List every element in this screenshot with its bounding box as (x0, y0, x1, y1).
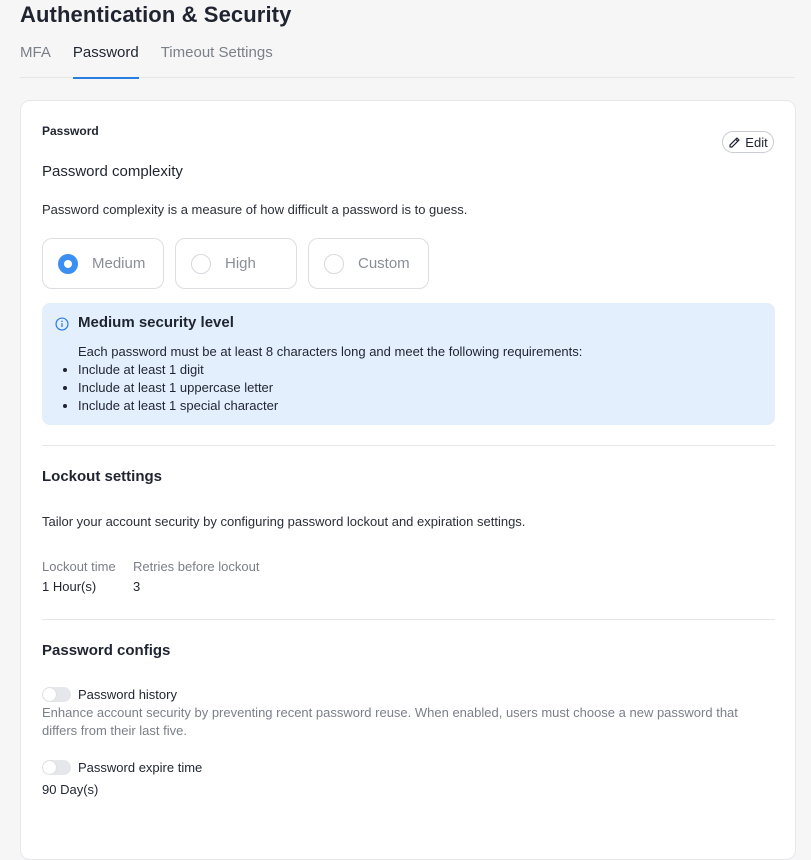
password-card (20, 100, 796, 860)
radio-label: Custom (358, 255, 410, 272)
retries-value: 3 (133, 579, 141, 594)
password-expire-value: 90 Day(s) (42, 782, 99, 797)
radio-unchecked-icon (324, 254, 344, 274)
lockout-time-value: 1 Hour(s) (42, 579, 97, 594)
radio-unchecked-icon (191, 254, 211, 274)
edit-label: Edit (745, 134, 768, 150)
lockout-time-label: Lockout time (42, 559, 116, 574)
radio-option-medium[interactable] (42, 238, 164, 289)
password-history-description: Enhance account security by preventing recent password reuse. When enabled, users must choose a new password that differs from their last five. (42, 705, 738, 738)
pencil-icon (728, 136, 741, 149)
radio-option-custom[interactable] (308, 238, 429, 289)
section-label: Password (42, 124, 99, 138)
complexity-description: Password complexity is a measure of how difficult a password is to guess. (42, 202, 468, 217)
password-history-toggle[interactable] (42, 687, 71, 702)
lockout-description: Tailor your account security by configuring password lockout and expiration settings. (42, 514, 526, 529)
password-expire-toggle[interactable] (42, 760, 71, 775)
info-title: Medium security level (78, 314, 234, 331)
radio-option-high[interactable] (175, 238, 297, 289)
complexity-title: Password complexity (42, 163, 183, 180)
info-description: Each password must be at least 8 characters long and meet the following requirements: (78, 344, 583, 359)
tab-timeout-settings[interactable]: Timeout Settings (160, 44, 273, 61)
retries-label: Retries before lockout (133, 559, 260, 574)
security-level-info (42, 303, 775, 425)
divider (42, 445, 775, 446)
requirements-list (78, 361, 278, 415)
password-expire-label: Password expire time (78, 760, 203, 775)
radio-checked-icon (58, 254, 78, 274)
tab-bar (20, 44, 795, 78)
page-title: Authentication & Security (20, 2, 292, 27)
info-icon (55, 317, 69, 331)
list-item: Include at least 1 digit (78, 361, 278, 379)
tab-password[interactable]: Password (73, 44, 139, 78)
list-item: Include at least 1 special character (78, 398, 279, 413)
divider (42, 619, 775, 620)
radio-label: Medium (92, 255, 146, 272)
complexity-options (42, 238, 429, 289)
edit-button[interactable] (722, 131, 774, 153)
password-history-label: Password history (78, 687, 177, 702)
list-item: Include at least 1 uppercase letter (78, 379, 278, 397)
configs-title: Password configs (42, 642, 171, 659)
tab-mfa[interactable]: MFA (20, 44, 51, 61)
radio-label: High (225, 255, 256, 272)
lockout-title: Lockout settings (42, 468, 163, 485)
